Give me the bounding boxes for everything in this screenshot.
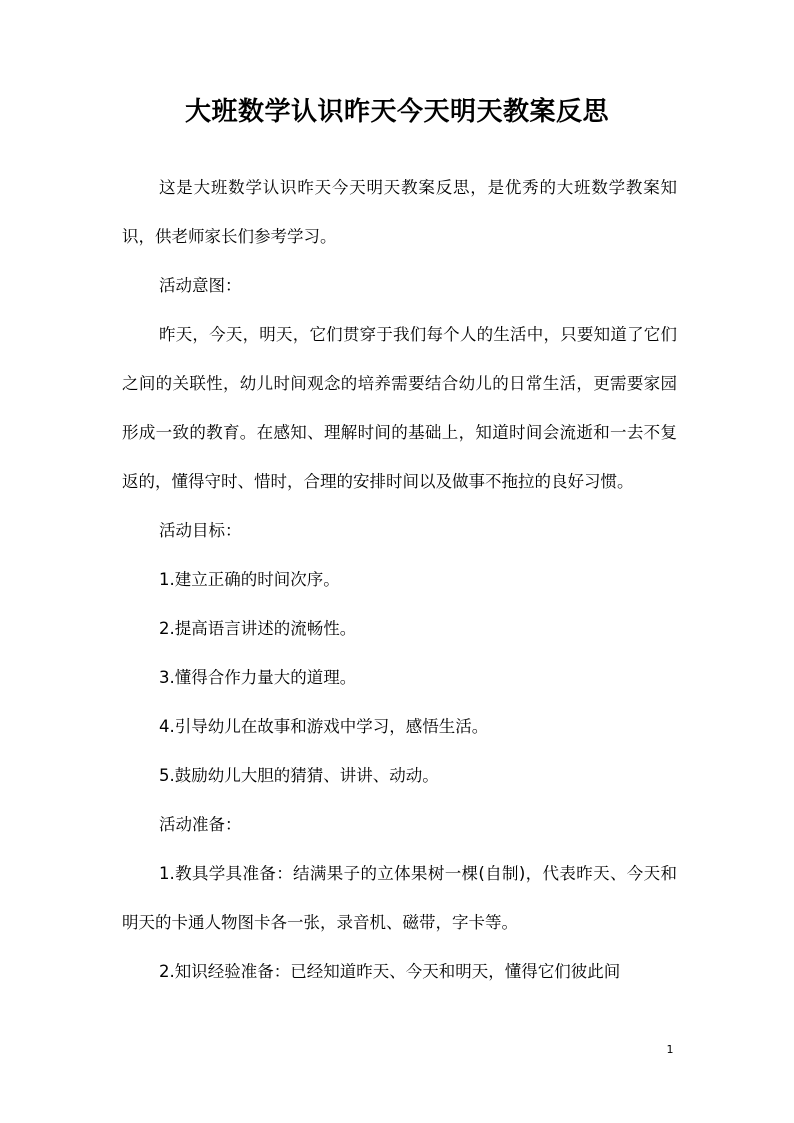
goal-item-3: 3.懂得合作力量大的道理。 [159,668,357,687]
heading-activity-goals: 活动目标： [159,521,242,540]
goal-item-5: 5.鼓励幼儿大胆的猜猜、讲讲、动动。 [159,766,439,785]
preparation-item-2: 2.知识经验准备：已经知道昨天、今天和明天，懂得它们彼此间 [159,962,621,981]
document-title: 大班数学认识昨天今天明天教案反思 [184,97,609,127]
heading-activity-preparation: 活动准备： [159,815,242,834]
goal-item-1: 1.建立正确的时间次序。 [159,570,340,589]
goal-item-2: 2.提高语言讲述的流畅性。 [159,619,357,638]
goal-item-4: 4.引导幼儿在故事和游戏中学习，感悟生活。 [159,717,489,736]
paragraph-intro: 这是大班数学认识昨天今天明天教案反思，是优秀的大班数学教案知识，供老师家长们参考学习。 [122,178,677,246]
page-number: 1 [666,1043,674,1056]
paragraph-activity-intent: 昨天，今天，明天，它们贯穿于我们每个人的生活中，只要知道了它们之间的关联性，幼儿时间观念的培养需要结合幼儿的日常生活，更需要家园形成一致的教育。在感知、理解时间的基础上，知道时间会流逝和一去不复返的，懂得守时、惜时，合理的安排时间以及做事不拖拉的良好习惯。 [122,325,677,491]
heading-activity-intent: 活动意图： [159,276,242,295]
document-body [122,163,677,996]
preparation-item-1: 1.教具学具准备：结满果子的立体果树一棵(自制)，代表昨天、今天和明天的卡通人物图卡各一张，录音机、磁带，字卡等。 [122,864,677,932]
